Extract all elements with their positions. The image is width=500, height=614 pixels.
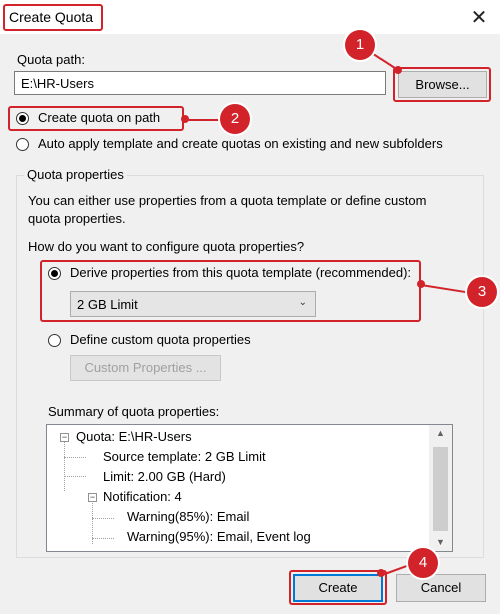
highlight-create-button xyxy=(289,570,387,605)
step-badge-1: 1 xyxy=(345,30,375,60)
tree-item-warning-85: Warning(85%): Email xyxy=(127,509,250,524)
scroll-thumb[interactable] xyxy=(433,447,448,531)
quota-properties-title: Quota properties xyxy=(24,167,127,182)
anchor-dot-3 xyxy=(417,280,425,288)
derive-template-label[interactable]: Derive properties from this quota template (recommended): xyxy=(70,265,412,280)
quota-path-input[interactable] xyxy=(14,71,386,95)
create-button[interactable]: Create xyxy=(293,574,383,602)
properties-description: You can either use properties from a quota template or define custom quota properties. xyxy=(28,193,427,226)
collapse-icon[interactable]: − xyxy=(89,492,96,502)
summary-tree[interactable] xyxy=(46,424,453,552)
step-badge-4: 4 xyxy=(408,548,438,578)
highlight-create-quota xyxy=(8,106,184,131)
summary-label: Summary of quota properties: xyxy=(48,404,220,419)
configure-question: How do you want to configure quota properties? xyxy=(28,239,305,254)
tree-item-warning-95: Warning(95%): Email, Event log xyxy=(127,529,311,544)
custom-properties-label[interactable]: Define custom quota properties xyxy=(70,332,251,347)
chevron-down-icon: ⌄ xyxy=(298,297,307,308)
window-title: Create Quota xyxy=(9,9,94,25)
auto-apply-label[interactable]: Auto apply template and create quotas on existing and new subfolders xyxy=(38,136,443,151)
tree-item-source: Source template: 2 GB Limit xyxy=(103,449,266,464)
connector-2 xyxy=(184,119,220,121)
create-quota-label[interactable]: Create quota on path xyxy=(38,110,161,125)
tree-item-root: Quota: E:\HR-Users xyxy=(76,429,192,444)
collapse-icon[interactable]: − xyxy=(61,432,68,442)
anchor-dot-2 xyxy=(181,115,189,123)
anchor-dot-1 xyxy=(394,66,402,74)
scroll-down-icon[interactable]: ▼ xyxy=(436,537,445,547)
quota-path-label: Quota path: xyxy=(17,52,85,67)
close-icon[interactable]: ✕ xyxy=(470,7,488,29)
highlight-browse xyxy=(393,67,491,102)
tree-item-notification: Notification: 4 xyxy=(103,489,182,504)
scroll-up-icon[interactable]: ▲ xyxy=(436,428,445,438)
custom-properties-radio[interactable] xyxy=(48,334,61,347)
highlight-title xyxy=(3,4,103,31)
step-badge-3: 3 xyxy=(467,277,497,307)
cancel-button[interactable]: Cancel xyxy=(396,574,486,602)
tree-item-limit: Limit: 2.00 GB (Hard) xyxy=(103,469,226,484)
custom-properties-button[interactable]: Custom Properties ... xyxy=(70,355,221,381)
auto-apply-radio[interactable] xyxy=(16,138,29,151)
highlight-template xyxy=(40,260,421,322)
browse-button[interactable]: Browse... xyxy=(398,71,487,98)
step-badge-2: 2 xyxy=(220,104,250,134)
tree-scrollbar[interactable] xyxy=(429,425,452,551)
anchor-dot-4 xyxy=(377,569,385,577)
template-select-value: 2 GB Limit xyxy=(77,297,138,312)
